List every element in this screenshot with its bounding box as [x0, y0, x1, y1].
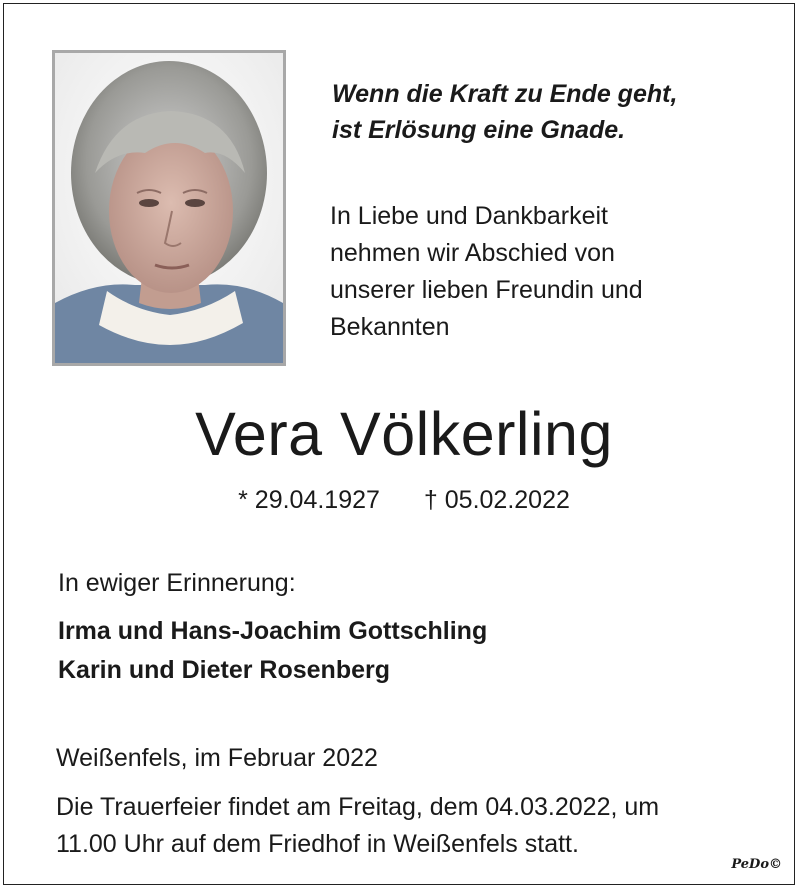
mourner-entry: Irma und Hans-Joachim Gottschling [58, 617, 488, 645]
farewell-line: nehmen wir Abschied von [330, 239, 615, 267]
place-and-date: Weißenfels, im Februar 2022 [56, 744, 378, 772]
deceased-name: Vera Völkerling [195, 400, 613, 468]
epitaph-quote [332, 76, 677, 148]
birth-date: * 29.04.1927 [238, 486, 380, 514]
quote-line: ist Erlösung eine Gnade. [332, 116, 626, 144]
death-date: † 05.02.2022 [423, 486, 570, 514]
funeral-info [56, 789, 659, 863]
memory-label: In ewiger Erinnerung: [58, 569, 296, 597]
farewell-text [330, 198, 643, 346]
funeral-line: 11.00 Uhr auf dem Friedhof in Weißenfels statt. [56, 830, 579, 858]
farewell-line: Bekannten [330, 313, 450, 341]
quote-line: Wenn die Kraft zu Ende geht, [332, 80, 678, 108]
life-dates [4, 482, 800, 518]
portrait-photo [52, 50, 286, 366]
mourner-entry: Karin und Dieter Rosenberg [58, 656, 390, 684]
funeral-line: Die Trauerfeier findet am Freitag, dem 04.03.2022, um [56, 793, 660, 821]
designer-signature: PeDo© [731, 857, 782, 872]
farewell-line: unserer lieben Freundin und [330, 276, 643, 304]
obituary-notice [3, 3, 795, 885]
portrait-photo-icon [55, 53, 283, 363]
farewell-line: In Liebe und Dankbarkeit [330, 202, 608, 230]
mourners-list [58, 612, 487, 690]
